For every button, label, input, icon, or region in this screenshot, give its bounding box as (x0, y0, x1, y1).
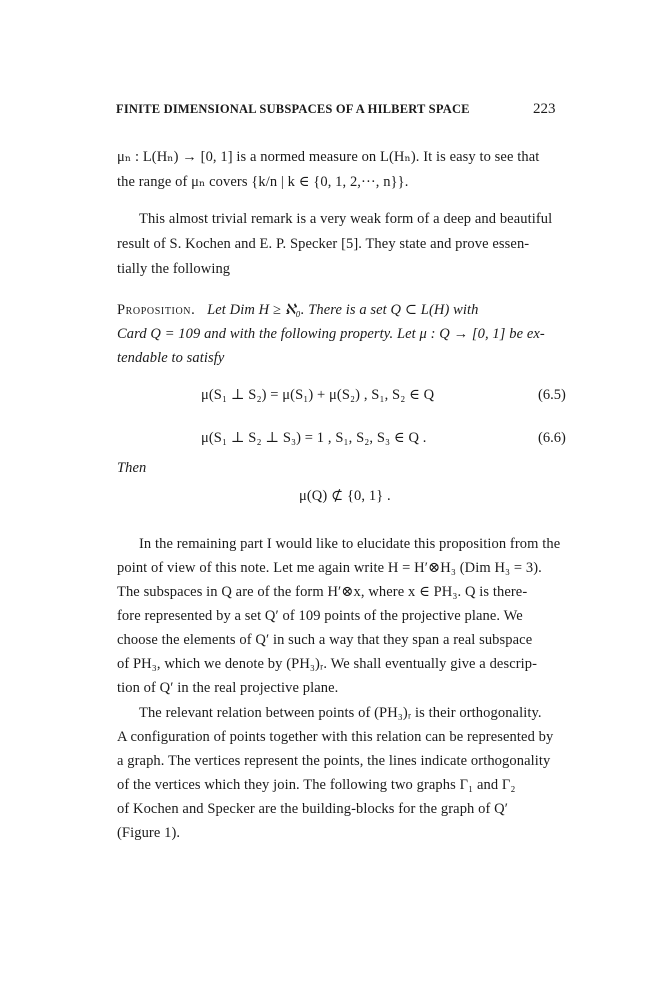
text-line: fore represented by a set Q′ of 109 points of the projective plane. We (117, 608, 523, 624)
text-line: A configuration of points together with this relation can be represented by (117, 729, 554, 745)
page-number: 223 (533, 101, 556, 117)
text-line: tially the following (117, 261, 231, 277)
text-line: choose the elements of Q′ in such a way that they span a real subspace (117, 632, 533, 648)
text-line: of the vertices which they join. The following two graphs Γ₁ and Γ₂ (117, 777, 516, 793)
text-line: In the remaining part I would like to elucidate this proposition from the (139, 536, 561, 552)
text-line: The relevant relation between points of (PH₃)ᵣ is their orthogonality. (139, 705, 542, 721)
proposition-text: Let Dim H ≥ ℵ₀. There is a set Q ⊂ L(H) with (207, 302, 479, 318)
proposition-line-3: tendable to satisfy (117, 350, 225, 366)
conclusion-formula: μ(Q) ⊄ {0, 1} . (299, 488, 391, 504)
proposition-line-2: Card Q = 109 and with the following property. Let μ : Q → [0, 1] be ex- (117, 326, 545, 342)
text-line: of Kochen and Specker are the building-blocks for the graph of Q′ (117, 801, 508, 817)
text-line: result of S. Kochen and E. P. Specker [5]. They state and prove essen- (117, 236, 530, 252)
equation-number: (6.6) (538, 430, 566, 446)
equation-number: (6.5) (538, 387, 566, 403)
text-line: point of view of this note. Let me again write H = H′⊗H₃ (Dim H₃ = 3). (117, 560, 542, 576)
proposition-label: Proposition. (117, 302, 196, 318)
running-title: FINITE DIMENSIONAL SUBSPACES OF A HILBERT SPACE (116, 102, 470, 116)
text-line: (Figure 1). (117, 825, 181, 841)
text-line: of PH₃, which we denote by (PH₃)ᵣ. We shall eventually give a descrip- (117, 656, 538, 672)
text-line: tion of Q′ in the real projective plane. (117, 680, 339, 696)
equation-formula: μ(S₁ ⊥ S₂) = μ(S₁) + μ(S₂) , S₁, S₂ ∈ Q (201, 387, 435, 403)
text-line: μₙ : L(Hₙ) → [0, 1] is a normed measure on L(Hₙ). It is easy to see that (117, 149, 540, 165)
text-line: The subspaces in Q are of the form H′⊗x, where x ∈ PH₃. Q is there- (117, 584, 528, 600)
then-label: Then (117, 460, 147, 476)
proposition-line-1 (117, 302, 479, 319)
text-line: the range of μₙ covers {k/n | k ∈ {0, 1, 2,···, n}}. (117, 174, 409, 190)
text-line: This almost trivial remark is a very weak form of a deep and beautiful (139, 211, 553, 227)
equation-formula: μ(S₁ ⊥ S₂ ⊥ S₃) = 1 , S₁, S₂, S₃ ∈ Q . (201, 430, 427, 446)
text-line: a graph. The vertices represent the points, the lines indicate orthogonality (117, 753, 551, 769)
